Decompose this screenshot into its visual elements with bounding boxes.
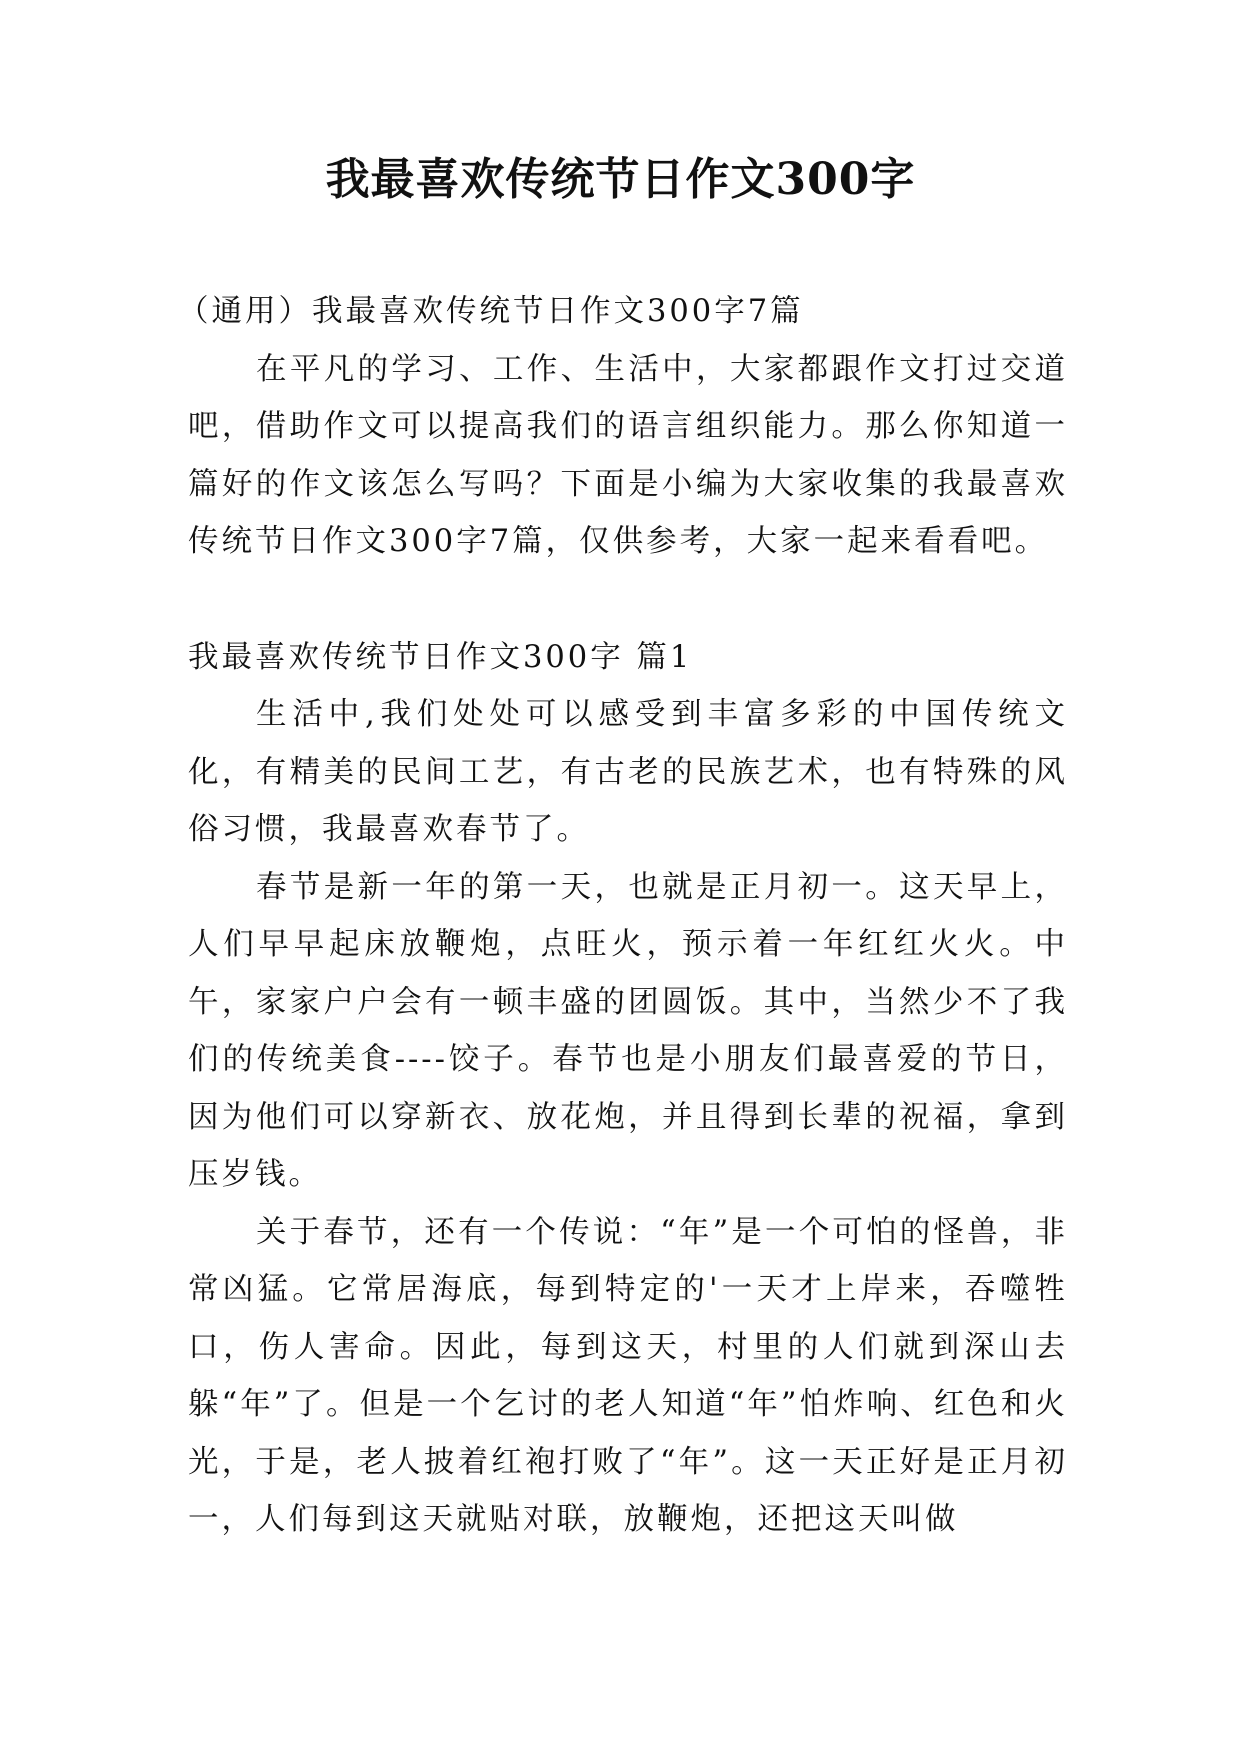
document-title: 我最喜欢传统节日作文300字 [325,154,916,205]
document-body [178,283,1068,1549]
body-paragraph-3: 关于春节，还有一个传说：“年”是一个可怕的怪兽，非常凶猛。它常居海底，每到特定的'一天才上岸来，吞噬牲口，伤人害命。因此，每到这天，村里的人们就到深山去躲“年”了。但是一个乞讨的老人知道“年”怕炸响、红色和火光，于是，老人披着红袍打败了“年”。这一天正好是正月初一，人们每到这天就贴对联，放鞭炮，还把这天叫做 [188,1214,1068,1537]
section-heading: 我最喜欢传统节日作文300字 篇1 [188,639,693,675]
body-paragraph-1: 生活中,我们处处可以感受到丰富多彩的中国传统文化，有精美的民间工艺，有古老的民族艺术，也有特殊的风俗习惯，我最喜欢春节了。 [188,697,1068,847]
intro-paragraph: 在平凡的学习、工作、生活中，大家都跟作文打过交道吧，借助作文可以提高我们的语言组织能力。那么你知道一篇好的作文该怎么写吗？下面是小编为大家收集的我最喜欢传统节日作文300字7篇，仅供参考，大家一起来看看吧。 [188,351,1068,559]
body-paragraph-2: 春节是新一年的第一天，也就是正月初一。这天早上，人们早早起床放鞭炮，点旺火，预示着一年红红火火。中午，家家户户会有一顿丰盛的团圆饭。其中，当然少不了我们的传统美食----饺子。春节也是小朋友们最喜爱的节日，因为他们可以穿新衣、放花炮，并且得到长辈的祝福，拿到压岁钱。 [188,869,1068,1192]
document-subtitle: （通用）我最喜欢传统节日作文300字7篇 [178,294,804,329]
section-spacer [188,571,1068,629]
